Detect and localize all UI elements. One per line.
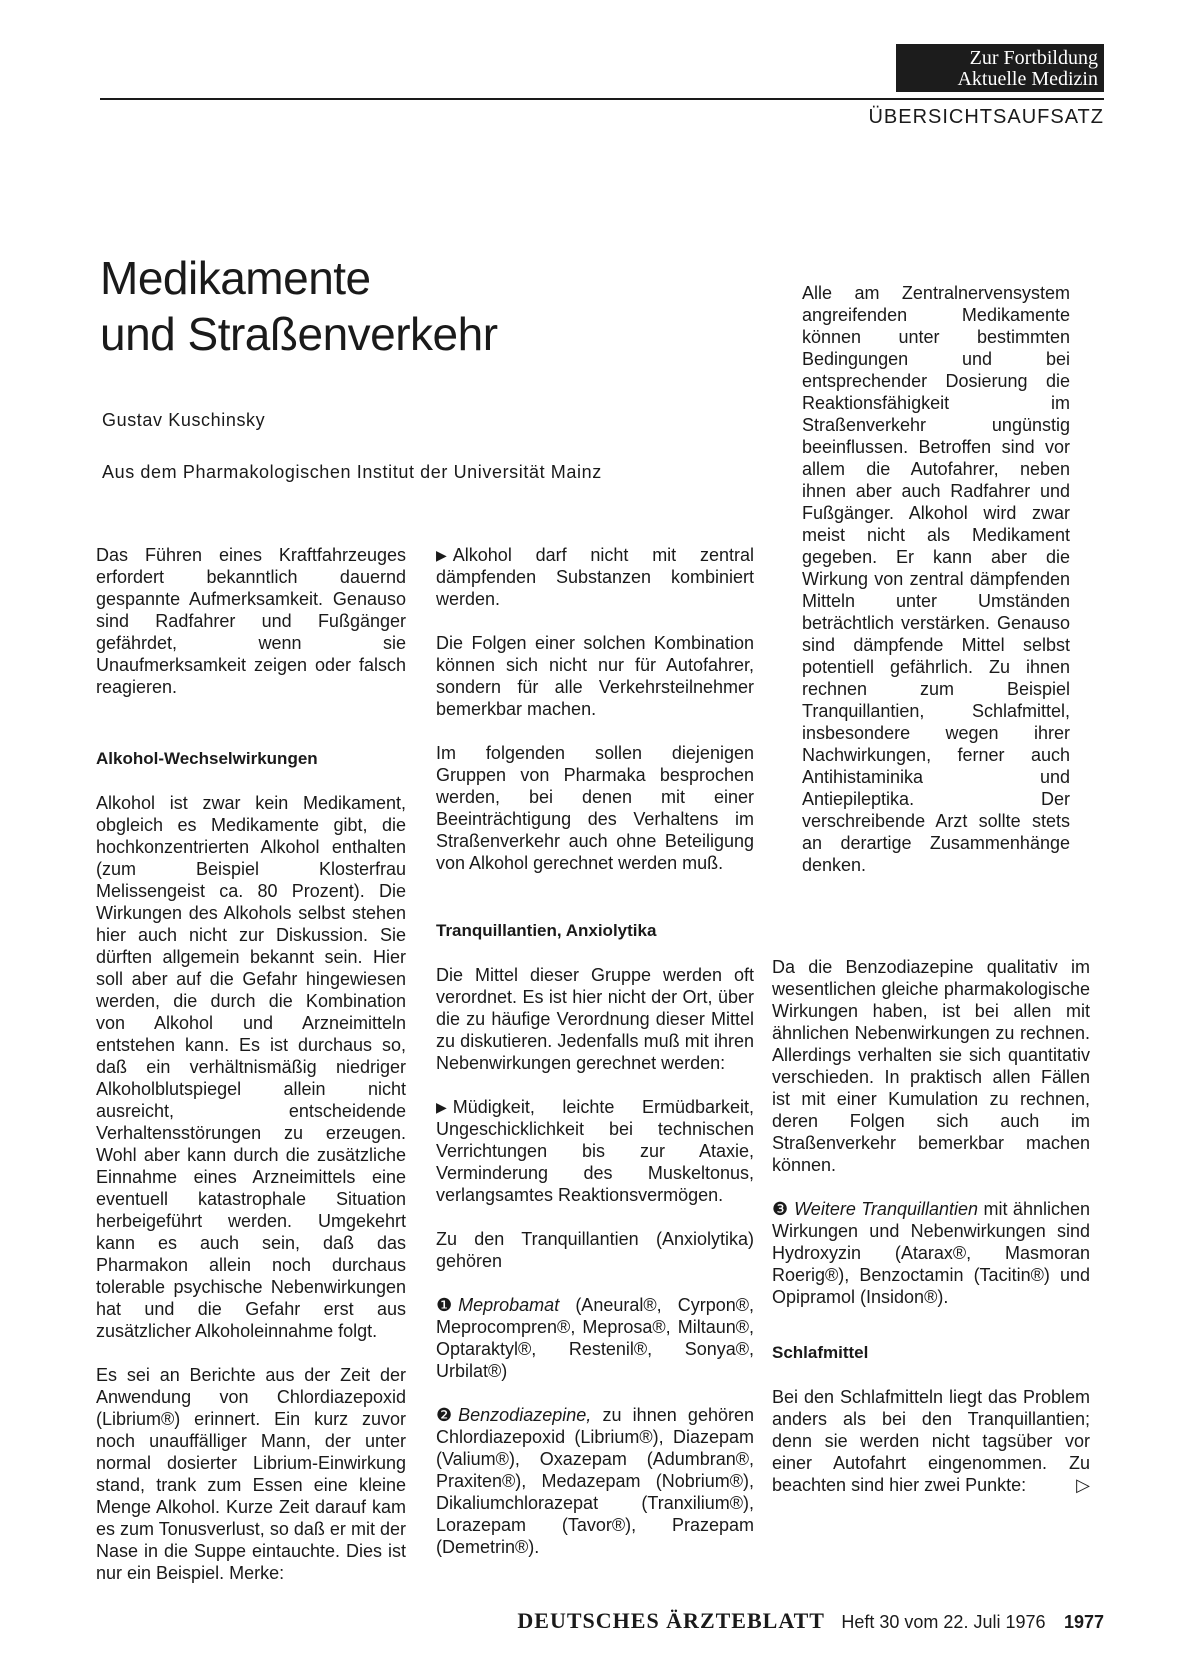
- badge-line-1: Zur Fortbildung: [969, 47, 1098, 69]
- gruppen-paragraph: Im folgenden sollen diejenigen Gruppen von Pharmaka besprochen werden, bei denen mit einer Beeinträchtigung des Verhaltens im Straßenverkehr auch ohne Beteiligung von Alkohol gerechnet werden muß.: [436, 743, 754, 873]
- number-3-icon: ❸: [772, 1199, 789, 1219]
- header-rule: [100, 98, 1104, 100]
- item-2-name: Benzodiazepine,: [458, 1405, 592, 1425]
- item-3-text: mit ähnlichen Wirkungen und Nebenwirkungen sind Hydroxyzin (Atarax®, Masmoran Roerig®), Benzoctamin (Tacitin®) und Opipramol (Insidon®).: [772, 1199, 1090, 1307]
- list-item-weitere: [772, 1198, 1090, 1308]
- column-2: [436, 544, 754, 1580]
- item-3-name: Weitere Tranquillantien: [794, 1199, 979, 1219]
- item-1-name: Meprobamat: [458, 1295, 560, 1315]
- issue-info: Heft 30 vom 22. Juli 1976: [841, 1612, 1046, 1632]
- nebenwirkungen-paragraph: [436, 1096, 754, 1206]
- intro-paragraph: Das Führen eines Kraftfahrzeuges erfordert bekanntlich dauernd gespannte Aufmerksamkeit. Genauso sind Radfahrer und Fußgänger gefährdet, wenn sie Unaufmerksamkeit zeigen oder falsch reagieren.: [96, 545, 406, 697]
- triangle-arrow-icon: ▶: [436, 1099, 447, 1115]
- article-title: [100, 250, 498, 362]
- category-badge: [896, 44, 1104, 92]
- page-number: 1977: [1063, 1612, 1104, 1632]
- title-line-1: Medikamente: [100, 252, 371, 304]
- list-item-benzodiazepine: [436, 1404, 754, 1558]
- list-item-meprobamat: [436, 1294, 754, 1382]
- item-1-text: (Aneural®, Cyrpon®, Meprocompren®, Meprosa®, Miltaun®, Optaraktyl®, Restenil®, Sonya®, Urbilat®): [436, 1295, 754, 1381]
- folgen-paragraph: Die Folgen einer solchen Kombination können sich nicht nur für Autofahrer, sondern für alle Verkehrsteilnehmer bemerkbar machen.: [436, 633, 754, 719]
- title-line-2: und Straßenverkehr: [100, 308, 498, 360]
- heading-schlafmittel: Schlafmittel: [772, 1343, 869, 1362]
- mittel-paragraph: Die Mittel dieser Gruppe werden oft verordnet. Es ist hier nicht der Ort, über die zu häufige Verordnung dieser Mittel zu diskutieren. Jedenfalls muß mit ihren Nebenwirkungen gerechnet werden:: [436, 965, 754, 1073]
- triangle-arrow-icon: ▶: [436, 547, 447, 563]
- abstract-text: Alle am Zentralnervensystem angreifenden Medikamente können unter bestimmten Bedingungen und bei entsprechender Dosierung die Reaktionsfähigkeit im Straßenverkehr ungünstig beeinflussen. Betroffen sind vor allem die Autofahrer, neben ihnen aber auch Radfahrer und Fußgänger. Alkohol wird zwar meist nicht als Medikament gegeben. Er kann aber die Wirkung von zentral dämpfenden Mitteln unter Umständen beträchtlich verstärken. Genauso sind dämpfende Mittel selbst potentiell gefährlich. Zu ihnen rechnen zum Beispiel Tranquillantien, Schlafmittel, insbesondere wegen ihrer Nachwirkungen, ferner auch Antihistaminika und Antiepileptika. Der verschreibende Arzt sollte stets an derartige Zusammenhänge denken.: [802, 283, 1070, 875]
- gehoeren-paragraph: Zu den Tranquillantien (Anxiolytika) gehören: [436, 1229, 754, 1271]
- item-2-text: zu ihnen gehören Chlordiazepoxid (Librium®), Diazepam (Valium®), Oxazepam (Adumbran®, Praxiten®), Medazepam (Nobrium®), Dikaliumchlorazepat (Tranxilium®), Lorazepam (Tavor®), Prazepam (Demetrin®).: [436, 1405, 754, 1557]
- merke-text: Alkohol darf nicht mit zentral dämpfenden Substanzen kombiniert werden.: [436, 545, 754, 609]
- abstract: [802, 282, 1070, 898]
- alkohol-paragraph-1: Alkohol ist zwar kein Medikament, obgleich es Medikamente gibt, die hochkonzentrierten Alkohol enthalten (zum Beispiel Klosterfrau Melissengeist ca. 80 Prozent). Die Wirkungen des Alkohols selbst stehen hier auch nicht zur Diskussion. Sie dürften allgemein bekannt sein. Hier soll aber auf die Gefahr hingewiesen werden, die durch die Kombination von Alkohol und Arzneimitteln entstehen kann. Es ist durchaus so, daß ein verhältnismäßig niedriger Alkoholblutspiegel allein nicht ausreicht, entscheidende Verhaltensstörungen zu erzeugen. Wohl aber kann durch die zusätzliche Einnahme eines Arzneimittels eine eventuell katastrophale Situation herbeigeführt werden. Umgekehrt kann es auch sein, daß das Pharmakon allein noch durchaus tolerable psychische Nebenwirkungen hat und die Gefahr erst aus zusätzlicher Alkoholeinnahme folgt.: [96, 793, 406, 1341]
- section-label: ÜBERSICHTSAUFSATZ: [868, 106, 1104, 128]
- merke-paragraph: [436, 544, 754, 610]
- continue-arrow-icon: ▷: [1076, 1475, 1090, 1495]
- affiliation: Aus dem Pharmakologischen Institut der Universität Mainz: [102, 462, 602, 482]
- nebenwirkungen-text: Müdigkeit, leichte Ermüdbarkeit, Ungeschicklichkeit bei technischen Verrichtungen bis zur Ataxie, Verminderung des Muskeltonus, verlangsamtes Reaktionsvermögen.: [436, 1097, 754, 1205]
- column-1: [96, 544, 406, 1606]
- journal-name: DEUTSCHES ÄRZTEBLATT: [517, 1608, 825, 1633]
- number-1-icon: ❶: [436, 1295, 453, 1315]
- heading-alkohol: Alkohol-Wechselwirkungen: [96, 749, 318, 768]
- benzodiazepine-paragraph: Da die Benzodiazepine qualitativ im wesentlichen gleiche pharmakologische Wirkungen haben, ist bei allen mit ähnlichen Nebenwirkungen zu rechnen. Allerdings verhalten sie sich quantitativ verschieden. In praktisch allen Fällen ist mit einer Kumulation zu rechnen, deren Folgen sich auch im Straßenverkehr bemerkbar machen können.: [772, 957, 1090, 1175]
- schlafmittel-text: Bei den Schlafmitteln liegt das Problem anders als bei den Tranquillantien; denn sie werden nicht tagsüber vor einer Autofahrt eingenommen. Zu beachten sind hier zwei Punkte:: [772, 1387, 1090, 1495]
- number-2-icon: ❷: [436, 1405, 453, 1425]
- author: Gustav Kuschinsky: [102, 410, 266, 430]
- badge-line-2: Aktuelle Medizin: [957, 68, 1098, 90]
- column-3: [772, 956, 1090, 1518]
- alkohol-paragraph-2: Es sei an Berichte aus der Zeit der Anwendung von Chlordiazepoxid (Librium®) erinnert. Ein kurz zuvor noch unauffälliger Mann, der unter normal dosierter Librium-Einwirkung stand, trank zum Essen eine kleine Menge Alkohol. Kurze Zeit darauf kam es zum Tonusverlust, so daß er mit der Nase in die Suppe eintauchte. Dies ist nur ein Beispiel. Merke:: [96, 1365, 406, 1583]
- page-footer: [474, 1608, 1104, 1634]
- heading-tranquillantien: Tranquillantien, Anxiolytika: [436, 921, 657, 940]
- schlafmittel-paragraph: [772, 1386, 1090, 1496]
